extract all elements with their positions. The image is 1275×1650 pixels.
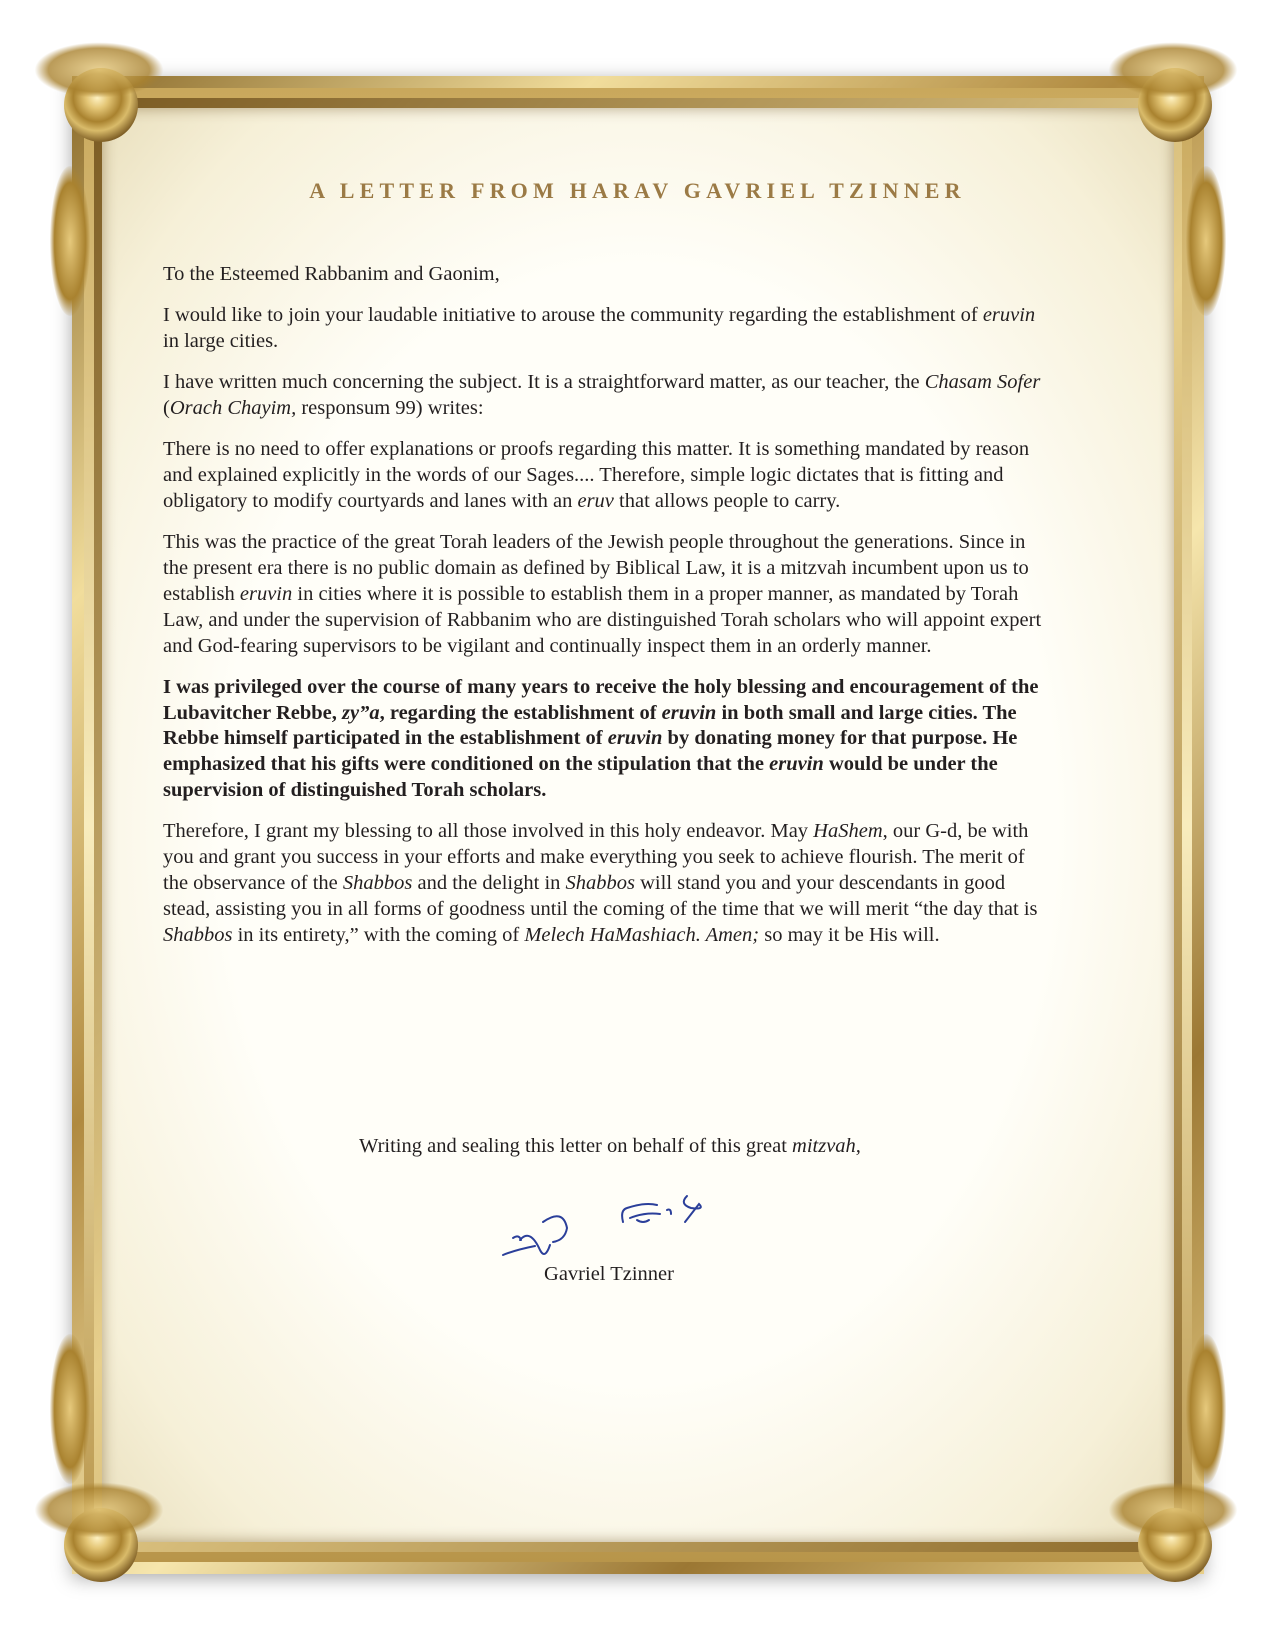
paragraph-text: that allows people to carry. [613, 490, 841, 513]
letter-paragraph [163, 262, 1043, 288]
italic-text: eruvin [769, 753, 824, 776]
italic-text: Melech HaMashiach. Amen; [524, 923, 760, 946]
paragraph-text: To the Esteemed Rabbanim and Gaonim, [163, 263, 500, 285]
paragraph-text: , regarding the establishment of [379, 701, 662, 724]
paragraph-text: in cities where it is possible to establish them in a proper manner, as mandated by Torah Law, and under the supervision of Rabbanim who are distinguished Torah scholars who will appoint expert and God-fearing supervisors to be vigilant and continually inspect them in an orderly manner. [163, 582, 1042, 657]
closing-line [0, 1135, 1220, 1158]
paragraph-text: I would like to join your laudable initiative to arouse the community regarding the establishment of [163, 304, 983, 327]
scroll-ornament-icon [50, 1334, 90, 1484]
corner-rosette-icon [64, 1508, 138, 1582]
paragraph-text: responsum 99) writes: [296, 397, 484, 420]
paragraph-text: in both small and large cities. The Rebbe himself participated in the establishment of [163, 701, 1017, 750]
letter-paragraph [163, 370, 1043, 422]
paragraph-text: There is no need to offer explanations or proofs regarding this matter. It is something mandated by reason and explained explicitly in the words of our Sages.... Therefore, simple logic dictates that is fitting and obligatory to modify courtyards and lanes with an [163, 438, 1030, 513]
letter-paragraph [163, 437, 1043, 514]
italic-text: HaShem [813, 820, 883, 843]
italic-text: Chasam Sofer [924, 371, 1041, 394]
corner-rosette-icon [1138, 1508, 1212, 1582]
italic-text: Orach Chayim, [169, 397, 297, 420]
paragraph-text: ( [163, 397, 170, 420]
paragraph-text: will stand you and your descendants in good stead, assisting you in all forms of goodness until the coming of the time that we will merit “the day that is [163, 871, 1038, 920]
paragraph-text: This was the practice of the great Torah leaders of the Jewish people throughout the generations. Since in the present era there is no public domain as defined by Biblical Law, it is a mitzvah incumbent upon us to establish [163, 531, 1029, 605]
scroll-ornament-icon [1186, 1334, 1226, 1484]
paragraph-text: in large cities. [163, 330, 279, 353]
letter-paragraph [163, 303, 1043, 355]
closing-text: Writing and sealing this letter on behalf of this great [359, 1135, 793, 1157]
italic-text: eruvin [607, 727, 663, 750]
paragraph-text: I was privileged over the course of many years to receive the holy blessing and encouragement of the Lubavitcher Rebbe, [163, 675, 1039, 724]
corner-rosette-icon [1138, 68, 1212, 142]
italic-text: Shabbos [565, 871, 635, 894]
letter-paragraph [163, 675, 1043, 804]
handwritten-signature [495, 1180, 735, 1260]
paragraph-text: and the delight in [412, 871, 566, 894]
paragraph-text: so may it be His will. [759, 923, 940, 946]
signatory-name: Gavriel Tzinner [544, 1263, 674, 1285]
letter-title: A LETTER FROM HARAV GAVRIEL TZINNER [309, 178, 966, 203]
italic-text: eruvin [661, 701, 717, 724]
closing-italic: mitzvah, [792, 1135, 861, 1157]
letter-paragraph [163, 819, 1043, 948]
paragraph-text: , our G-d, be with you and grant you success in your efforts and make everything you seek to achieve flourish. The merit of the observance of the [163, 820, 1029, 894]
paragraph-text: I have written much concerning the subject. It is a straightforward matter, as our teacher, the [163, 371, 925, 394]
italic-text: eruv [577, 490, 614, 513]
paragraph-text: in its entirety,” with the coming of [232, 923, 525, 946]
italic-text: Shabbos [342, 871, 413, 894]
italic-text: eruvin [982, 304, 1036, 327]
italic-text: eruvin [239, 582, 293, 605]
italic-text: zy”a [342, 701, 380, 724]
letter-paragraph [163, 530, 1043, 659]
paragraph-text: would be under the supervision of distinguished Torah scholars. [163, 753, 998, 802]
corner-rosette-icon [64, 68, 138, 142]
paragraph-text: by donating money for that purpose. He emphasized that his gifts were conditioned on the stipulation that the [163, 727, 1018, 776]
letter-body [163, 262, 1043, 964]
paragraph-text: Therefore, I grant my blessing to all those involved in this holy endeavor. May [163, 820, 814, 843]
italic-text: Shabbos [163, 923, 233, 946]
